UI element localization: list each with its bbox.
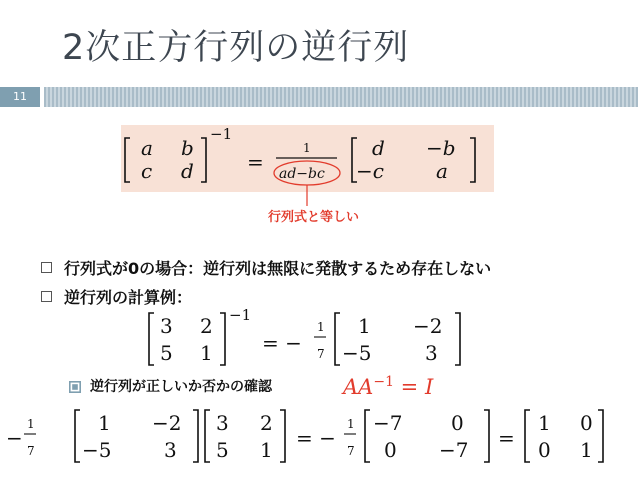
chk-frac2-num: 1: [347, 417, 355, 431]
chk-eq2: =: [498, 426, 515, 450]
gen-r-b: −b: [426, 136, 456, 160]
gen-m-d: d: [181, 159, 194, 183]
chk-eq1: = −: [296, 426, 336, 450]
gen-equals: =: [247, 150, 264, 174]
gen-exp: −1: [210, 125, 233, 143]
bullet-text-1: 行列式が0の場合：逆行列は無限に発散するため存在しない: [64, 259, 492, 278]
slide-number: 11: [0, 87, 40, 107]
ex-m-1: 2: [200, 314, 213, 338]
sub-bullet-icon: [69, 381, 81, 393]
chk-m1-0: 1: [98, 411, 111, 435]
ex-m-3: 1: [200, 341, 213, 365]
gen-frac-den: ad−bc: [279, 166, 325, 182]
chk-m1-2: −5: [82, 438, 112, 462]
check-formula: [6, 410, 603, 462]
chk-frac-num: 1: [27, 417, 35, 431]
example-formula: [149, 306, 460, 365]
gen-m-a: a: [141, 136, 153, 160]
bullet-square-icon: [41, 291, 52, 302]
ex-exp: −1: [229, 306, 252, 324]
slide-title: 2次正方行列の逆行列: [62, 28, 410, 68]
gen-m-c: c: [141, 159, 153, 183]
gen-r-a: a: [436, 159, 448, 183]
chk-m4-0: 1: [538, 411, 551, 435]
chk-m2-1: 2: [260, 411, 273, 435]
ex-r-3: 3: [425, 341, 438, 365]
ex-frac-num: 1: [317, 320, 325, 334]
bullet-square-icon: [41, 262, 52, 273]
chk-m3-1: 0: [451, 411, 464, 435]
chk-m4-2: 0: [538, 438, 551, 462]
ex-r-2: −5: [342, 341, 372, 365]
chk-m4-1: 0: [580, 411, 593, 435]
determinant-note: 行列式と等しい: [268, 210, 360, 225]
ex-r-1: −2: [413, 314, 443, 338]
ex-neg: = −: [262, 331, 302, 355]
chk-frac2-den: 7: [347, 444, 355, 458]
gen-frac-num: 1: [303, 141, 311, 155]
chk-m3-0: −7: [373, 411, 403, 435]
ex-m-0: 3: [160, 314, 173, 338]
chk-m2-2: 5: [216, 438, 229, 462]
chk-lead: −: [6, 426, 23, 450]
ex-frac-den: 7: [317, 347, 325, 361]
gen-m-b: b: [181, 136, 194, 160]
sub-bullet-text: 逆行列が正しいか否かの確認: [90, 379, 272, 395]
gen-r-d: d: [372, 136, 385, 160]
ex-m-2: 5: [160, 341, 173, 365]
chk-m2-0: 3: [216, 411, 229, 435]
bullet-text-2: 逆行列の計算例：: [64, 288, 193, 307]
identity-check: $AA^{-1} = I$: [343, 374, 434, 399]
chk-frac-den: 7: [27, 444, 35, 458]
chk-m3-2: 0: [384, 438, 397, 462]
general-formula: [125, 125, 475, 206]
chk-m1-3: 3: [164, 438, 177, 462]
chk-m3-3: −7: [439, 438, 469, 462]
chk-m2-3: 1: [260, 438, 273, 462]
ex-r-0: 1: [358, 314, 371, 338]
gen-r-c: −c: [356, 159, 384, 183]
chk-m4-3: 1: [580, 438, 593, 462]
chk-m1-1: −2: [152, 411, 182, 435]
